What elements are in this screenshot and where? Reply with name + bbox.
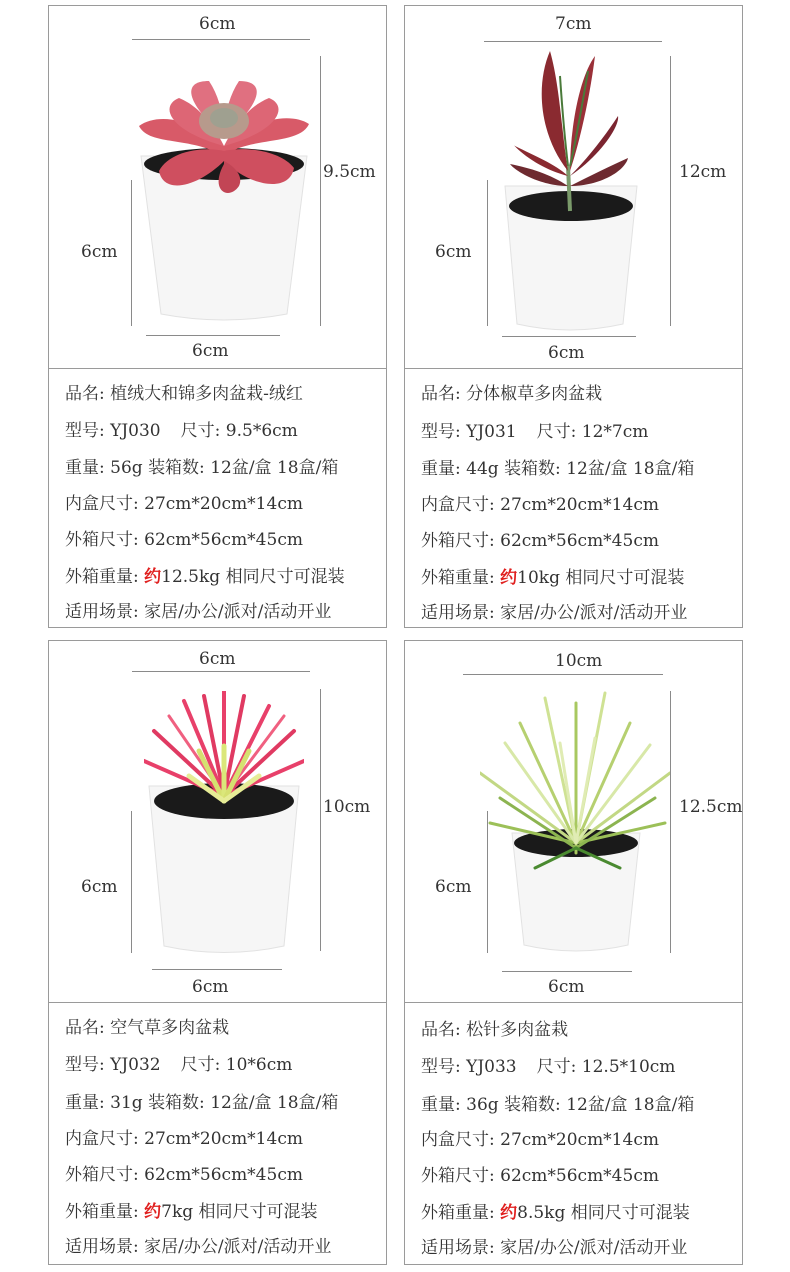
left-dimension-label: 6cm xyxy=(435,877,472,897)
product-card-yj032 xyxy=(48,640,387,1265)
approx-marker: 约 xyxy=(500,568,518,588)
bottom-dimension-label: 6cm xyxy=(192,977,229,997)
right-dimension-line xyxy=(320,56,321,326)
spec-weight-row: 重量: 31g 装箱数: 12盆/盒 18盒/箱 xyxy=(65,1093,339,1113)
inner-box-size: 27cm*20cm*14cm xyxy=(144,494,303,514)
product-size: 9.5*6cm xyxy=(225,421,298,441)
spec-weight-row: 重量: 56g 装箱数: 12盆/盒 18盒/箱 xyxy=(65,458,339,478)
product-weight: 36g xyxy=(466,1095,499,1115)
product-card-yj031 xyxy=(404,5,743,628)
spec-scene-row: 适用场景: 家居/办公/派对/活动开业 xyxy=(65,1237,332,1257)
inner-box-size: 27cm*20cm*14cm xyxy=(500,1130,659,1150)
spec-name-row: 品名: 植绒大和锦多肉盆栽-绒红 xyxy=(65,384,303,404)
spec-inner-box-row: 内盒尺寸: 27cm*20cm*14cm xyxy=(65,1129,303,1149)
mix-note: 相同尺寸可混装 xyxy=(225,567,345,587)
spec-outer-box-row: 外箱尺寸: 62cm*56cm*45cm xyxy=(65,530,303,550)
right-dimension-label: 9.5cm xyxy=(323,162,376,182)
outer-box-size: 62cm*56cm*45cm xyxy=(144,1165,303,1185)
outer-box-weight: 8.5kg xyxy=(517,1203,566,1223)
bottom-dimension-line xyxy=(146,335,280,336)
spec-model-row: 型号: YJ032 尺寸: 10*6cm xyxy=(65,1055,293,1075)
product-size: 12.5*10cm xyxy=(581,1057,676,1077)
left-dimension-label: 6cm xyxy=(435,242,472,262)
spec-model-row: 型号: YJ033 尺寸: 12.5*10cm xyxy=(421,1057,676,1077)
spec-outer-weight-row: 外箱重量: 约7kg 相同尺寸可混装 xyxy=(65,1202,318,1222)
model-number: YJ032 xyxy=(110,1055,161,1075)
spec-scene-row: 适用场景: 家居/办公/派对/活动开业 xyxy=(421,603,688,623)
right-dimension-label: 10cm xyxy=(323,797,371,817)
model-number: YJ033 xyxy=(466,1057,517,1077)
right-dimension-line xyxy=(670,56,671,326)
right-dimension-label: 12cm xyxy=(679,162,727,182)
product-card-yj030 xyxy=(48,5,387,628)
top-dimension-label: 6cm xyxy=(199,649,236,669)
pine-needle-succulent-image xyxy=(480,683,670,953)
inner-box-size: 27cm*20cm*14cm xyxy=(144,1129,303,1149)
product-size: 10*6cm xyxy=(225,1055,293,1075)
left-dimension-line xyxy=(487,180,488,326)
spec-model-row: 型号: YJ030 尺寸: 9.5*6cm xyxy=(65,421,298,441)
product-name: 空气草多肉盆栽 xyxy=(110,1018,230,1038)
top-dimension-label: 7cm xyxy=(555,14,592,34)
spec-outer-box-row: 外箱尺寸: 62cm*56cm*45cm xyxy=(421,1166,659,1186)
outer-box-size: 62cm*56cm*45cm xyxy=(144,530,303,550)
spec-scene-row: 适用场景: 家居/办公/派对/活动开业 xyxy=(65,602,332,622)
bottom-dimension-label: 6cm xyxy=(192,341,229,361)
left-dimension-label: 6cm xyxy=(81,242,118,262)
spec-inner-box-row: 内盒尺寸: 27cm*20cm*14cm xyxy=(65,494,303,514)
approx-marker: 约 xyxy=(144,1202,162,1222)
product-photo xyxy=(405,641,742,1003)
spec-outer-weight-row: 外箱重量: 约8.5kg 相同尺寸可混装 xyxy=(421,1203,690,1223)
spec-inner-box-row: 内盒尺寸: 27cm*20cm*14cm xyxy=(421,495,659,515)
outer-box-size: 62cm*56cm*45cm xyxy=(500,1166,659,1186)
velvet-succulent-image xyxy=(129,76,319,326)
product-name: 植绒大和锦多肉盆栽-绒红 xyxy=(110,384,303,404)
air-plant-succulent-image xyxy=(144,691,304,953)
spec-outer-box-row: 外箱尺寸: 62cm*56cm*45cm xyxy=(421,531,659,551)
product-photo xyxy=(49,641,386,1003)
peperomia-succulent-image xyxy=(500,46,650,331)
spec-weight-row: 重量: 36g 装箱数: 12盆/盒 18盒/箱 xyxy=(421,1095,695,1115)
product-card-yj033 xyxy=(404,640,743,1265)
spec-outer-weight-row: 外箱重量: 约12.5kg 相同尺寸可混装 xyxy=(65,567,345,587)
approx-marker: 约 xyxy=(144,567,162,587)
pack-count: 12盆/盒 18盒/箱 xyxy=(566,459,695,479)
top-dimension-line xyxy=(484,41,662,42)
pack-count: 12盆/盒 18盒/箱 xyxy=(210,1093,339,1113)
top-dimension-line xyxy=(132,39,310,40)
left-dimension-line xyxy=(131,811,132,953)
product-name: 分体椒草多肉盆栽 xyxy=(466,384,603,404)
bottom-dimension-label: 6cm xyxy=(548,343,585,363)
product-photo xyxy=(49,6,386,369)
usage-scene: 家居/办公/派对/活动开业 xyxy=(144,1237,332,1257)
top-dimension-label: 10cm xyxy=(555,651,603,671)
model-number: YJ030 xyxy=(110,421,161,441)
spec-inner-box-row: 内盒尺寸: 27cm*20cm*14cm xyxy=(421,1130,659,1150)
bottom-dimension-line xyxy=(502,336,636,337)
spec-outer-weight-row: 外箱重量: 约10kg 相同尺寸可混装 xyxy=(421,568,685,588)
usage-scene: 家居/办公/派对/活动开业 xyxy=(500,603,688,623)
spec-weight-row: 重量: 44g 装箱数: 12盆/盒 18盒/箱 xyxy=(421,459,695,479)
approx-marker: 约 xyxy=(500,1203,518,1223)
outer-box-weight: 10kg xyxy=(517,568,560,588)
top-dimension-line xyxy=(463,674,663,675)
top-dimension-line xyxy=(132,671,310,672)
outer-box-weight: 12.5kg xyxy=(161,567,221,587)
mix-note: 相同尺寸可混装 xyxy=(570,1203,690,1223)
product-weight: 31g xyxy=(110,1093,143,1113)
usage-scene: 家居/办公/派对/活动开业 xyxy=(144,602,332,622)
inner-box-size: 27cm*20cm*14cm xyxy=(500,495,659,515)
top-dimension-label: 6cm xyxy=(199,14,236,34)
product-photo xyxy=(405,6,742,369)
spec-name-row: 品名: 空气草多肉盆栽 xyxy=(65,1018,230,1038)
left-dimension-label: 6cm xyxy=(81,877,118,897)
product-name: 松针多肉盆栽 xyxy=(466,1020,569,1040)
pack-count: 12盆/盒 18盒/箱 xyxy=(566,1095,695,1115)
spec-scene-row: 适用场景: 家居/办公/派对/活动开业 xyxy=(421,1238,688,1258)
mix-note: 相同尺寸可混装 xyxy=(198,1202,318,1222)
bottom-dimension-line xyxy=(502,971,632,972)
spec-model-row: 型号: YJ031 尺寸: 12*7cm xyxy=(421,422,649,442)
product-size: 12*7cm xyxy=(581,422,649,442)
pack-count: 12盆/盒 18盒/箱 xyxy=(210,458,339,478)
right-dimension-line xyxy=(320,689,321,951)
outer-box-weight: 7kg xyxy=(161,1202,194,1222)
spec-outer-box-row: 外箱尺寸: 62cm*56cm*45cm xyxy=(65,1165,303,1185)
product-weight: 44g xyxy=(466,459,499,479)
outer-box-size: 62cm*56cm*45cm xyxy=(500,531,659,551)
right-dimension-label: 12.5cm xyxy=(679,797,742,817)
usage-scene: 家居/办公/派对/活动开业 xyxy=(500,1238,688,1258)
spec-name-row: 品名: 分体椒草多肉盆栽 xyxy=(421,384,603,404)
spec-name-row: 品名: 松针多肉盆栽 xyxy=(421,1020,569,1040)
product-weight: 56g xyxy=(110,458,143,478)
right-dimension-line xyxy=(670,691,671,953)
mix-note: 相同尺寸可混装 xyxy=(565,568,685,588)
bottom-dimension-label: 6cm xyxy=(548,977,585,997)
model-number: YJ031 xyxy=(466,422,517,442)
bottom-dimension-line xyxy=(152,969,282,970)
